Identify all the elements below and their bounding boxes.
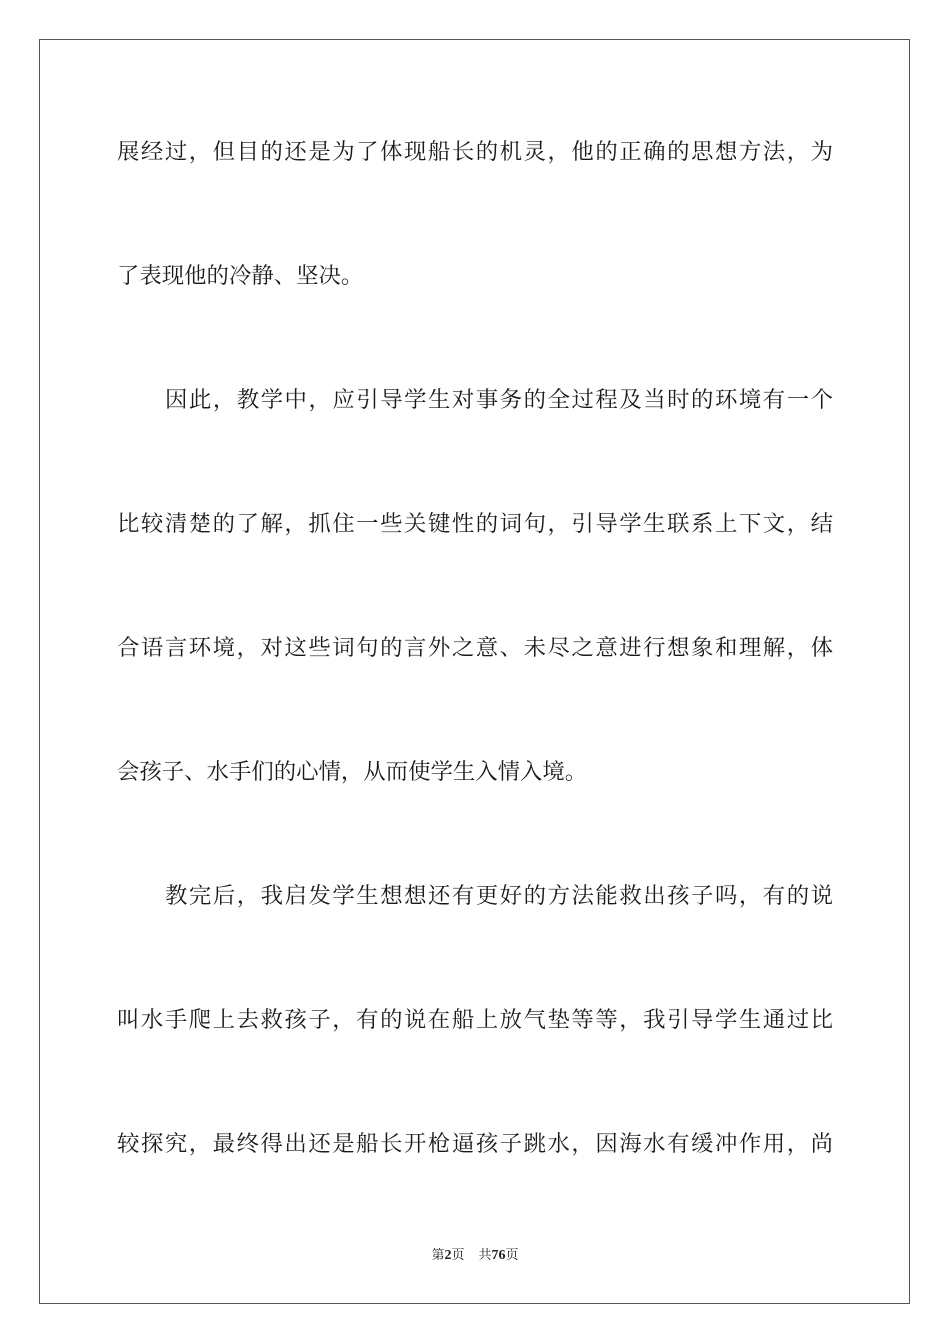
text-line-3: 因此，教学中，应引导学生对事务的全过程及当时的环境有一个	[165, 387, 833, 413]
text-line-4: 比较清楚的了解，抓住一些关键性的词句，引导学生联系上下文，结	[117, 511, 833, 537]
text-line-5: 合语言环境，对这些词句的言外之意、未尽之意进行想象和理解，体	[117, 635, 833, 661]
page-number-prefix: 第	[431, 1248, 445, 1263]
total-pages: 76	[491, 1248, 506, 1263]
text-line-9: 较探究，最终得出还是船长开枪逼孩子跳水，因海水有缓冲作用，尚	[117, 1131, 833, 1157]
page-border	[39, 39, 910, 1304]
text-line-6: 会孩子、水手们的心情，从而使学生入情入境。	[117, 759, 588, 785]
text-line-2: 了表现他的冷静、坚决。	[117, 263, 364, 289]
total-pages-suffix: 页	[505, 1248, 519, 1263]
page-number-suffix: 页	[451, 1248, 465, 1263]
total-pages-prefix: 共	[478, 1248, 492, 1263]
text-line-8: 叫水手爬上去救孩子，有的说在船上放气垫等等，我引导学生通过比	[117, 1007, 833, 1033]
page-number: 2	[444, 1248, 452, 1263]
text-line-1: 展经过，但目的还是为了体现船长的机灵，他的正确的思想方法，为	[117, 139, 833, 165]
page-footer	[0, 1247, 950, 1265]
text-line-7: 教完后，我启发学生想想还有更好的方法能救出孩子吗，有的说	[165, 883, 833, 909]
